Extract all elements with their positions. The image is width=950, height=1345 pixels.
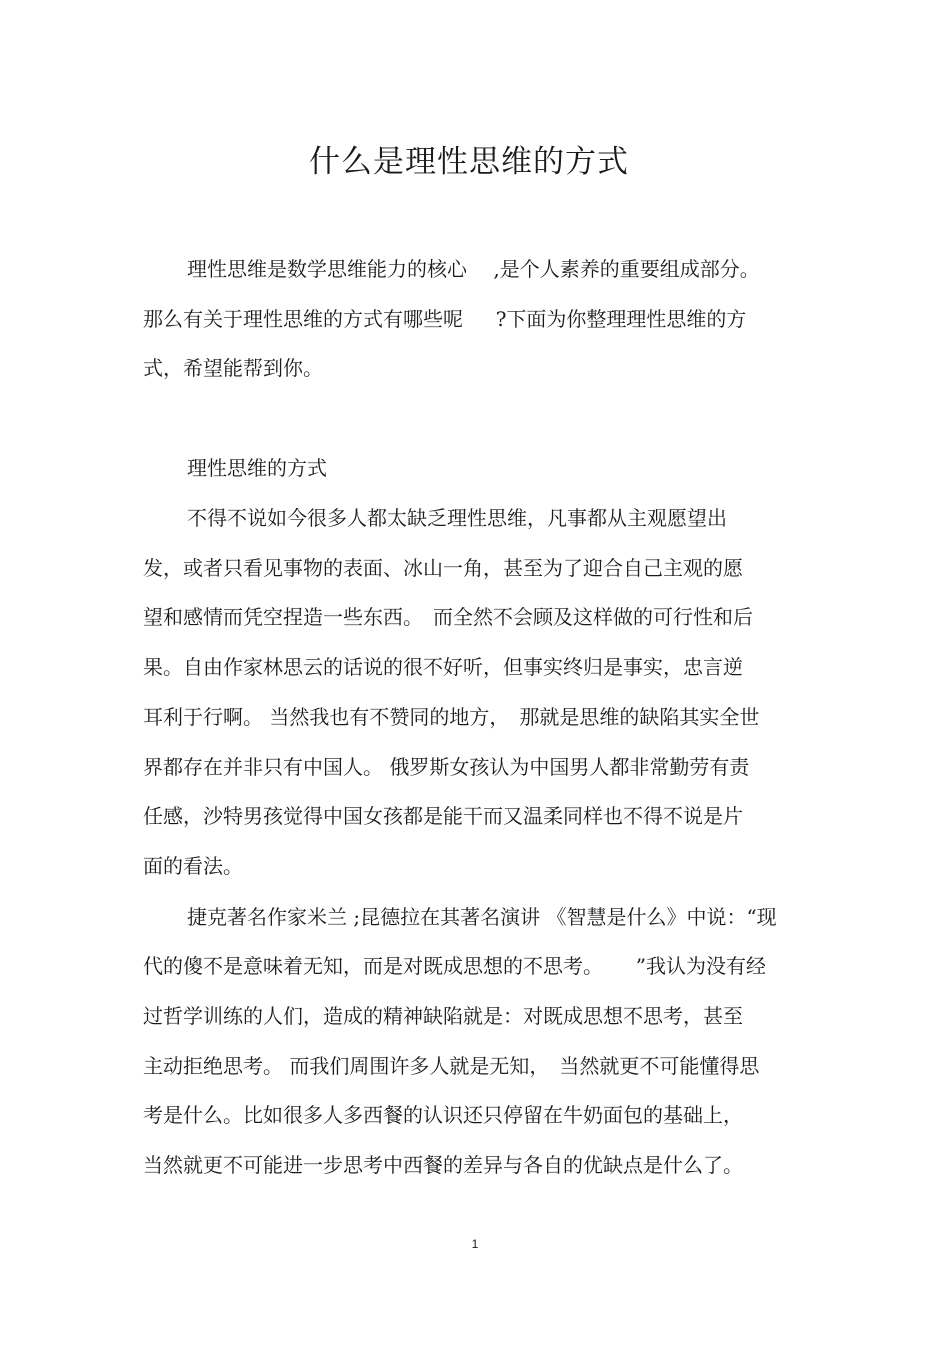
paragraph1-line-8: 面的看法。 — [143, 854, 243, 878]
paragraph2-line-5: 考是什么。比如很多人多西餐的认识还只停留在牛奶面包的基础上， — [143, 1103, 743, 1127]
paragraph1-line-5: 耳利于行啊。 当然我也有不赞同的地方， 那就是思维的缺陷其实全世 — [143, 705, 760, 729]
paragraph1-line-4: 果。自由作家林思云的话说的很不好听，但事实终归是事实，忠言逆 — [143, 655, 743, 679]
paragraph1-line-3: 望和感情而凭空捏造一些东西。 而全然不会顾及这样做的可行性和后 — [143, 605, 753, 629]
section-heading: 理性思维的方式 — [187, 456, 327, 480]
page-title: 什么是理性思维的方式 — [309, 144, 629, 180]
paragraph1-line-1: 不得不说如今很多人都太缺乏理性思维，凡事都从主观愿望出 — [187, 506, 727, 530]
paragraph1-line-6: 界都存在并非只有中国人。 俄罗斯女孩认为中国男人都非常勤劳有责 — [143, 755, 750, 779]
intro-line-2: 那么有关于理性思维的方式有哪些呢 ?下面为你整理理性思维的方 — [143, 307, 747, 331]
paragraph2-line-6: 当然就更不可能进一步思考中西餐的差异与各自的优缺点是什么了。 — [143, 1153, 743, 1177]
paragraph2-line-3: 过哲学训练的人们，造成的精神缺陷就是：对既成思想不思考，甚至 — [143, 1004, 743, 1028]
paragraph2-line-4: 主动拒绝思考。 而我们周围许多人就是无知， 当然就更不可能懂得思 — [143, 1054, 760, 1078]
intro-line-1: 理性思维是数学思维能力的核心 ,是个人素养的重要组成部分。 — [187, 257, 760, 281]
page-number: 1 — [471, 1237, 479, 1251]
paragraph1-line-7: 任感，沙特男孩觉得中国女孩都是能干而又温柔同样也不得不说是片 — [143, 804, 743, 828]
paragraph1-line-2: 发，或者只看见事物的表面、冰山一角，甚至为了迎合自己主观的愿 — [143, 556, 743, 580]
intro-line-3: 式，希望能帮到你。 — [143, 356, 323, 380]
paragraph2-line-1: 捷克著名作家米兰 ;昆德拉在其著名演讲 《智慧是什么》中说：“现 — [187, 905, 777, 929]
paragraph2-line-2: 代的傻不是意味着无知，而是对既成思想的不思考。 ”我认为没有经 — [143, 954, 766, 978]
